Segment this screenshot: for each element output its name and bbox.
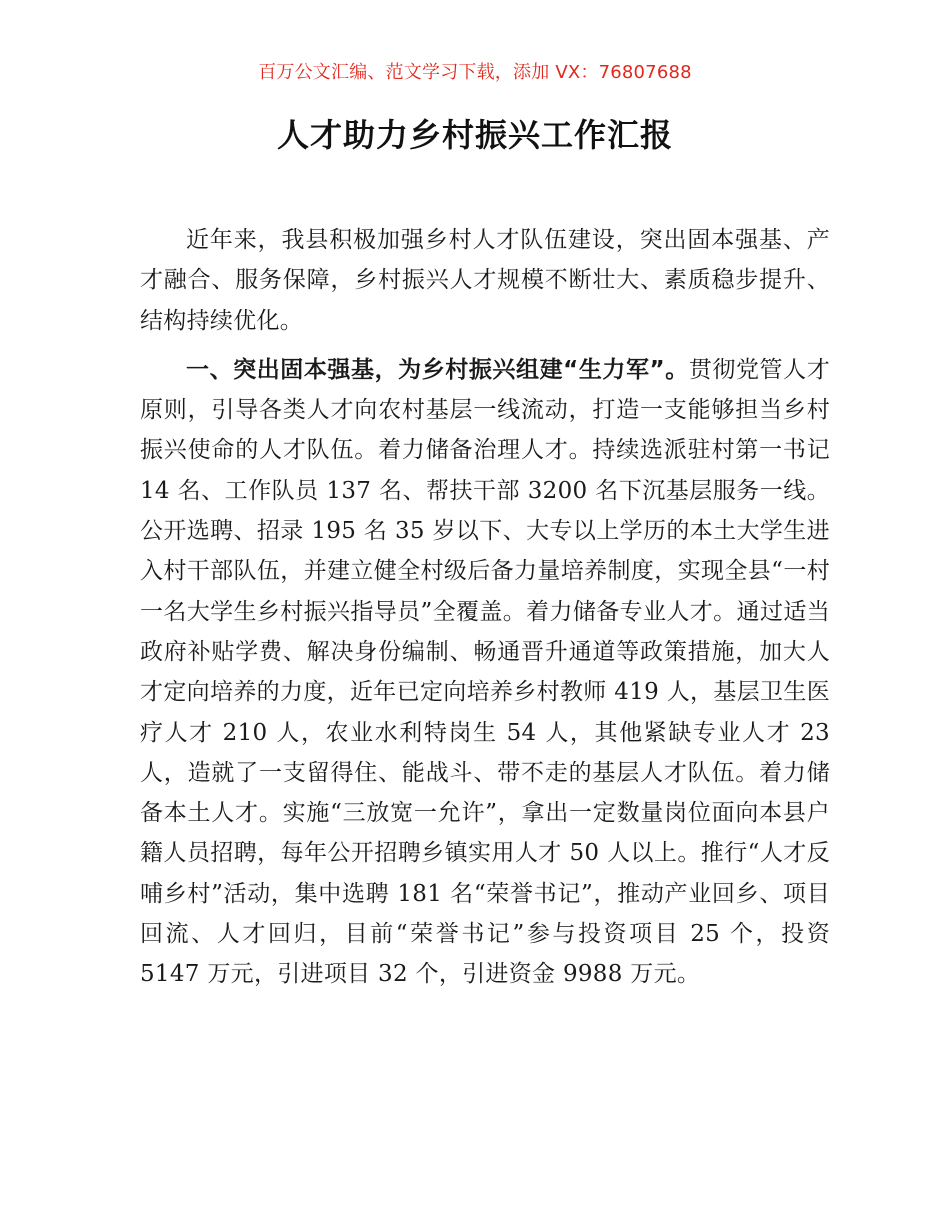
paragraph-text: 近年来，我县积极加强乡村人才队伍建设，突出固本强基、产才融合、服务保障，乡村振兴人才规模不断壮大、素质稳步提升、结构持续优化。: [140, 227, 830, 334]
document-title: 人才助力乡村振兴工作汇报: [276, 116, 673, 154]
paragraph-text: 贯彻党管人才原则，引导各类人才向农村基层一线流动，打造一支能够担当乡村振兴使命的人才队伍。着力储备治理人才。持续选派驻村第一书记 14 名、工作队员 137 名、帮扶干部 3200 名下沉基层服务一线。公开选聘、招录 195 名 35 岁以下、大专以上学历的本土大学生进入村干部队伍，并建立健全村级后备力量培养制度，实现全县“一村一名大学生乡村振兴指导员”全覆盖。着力储备专业人才。通过适当政府补贴学费、解决身份编制、畅通晋升通道等政策措施，加大人才定向培养的力度，近年已定向培养乡村教师 419 人，基层卫生医疗人才 210 人，农业水利特岗生 54 人，其他紧缺专业人才 23 人，造就了一支留得住、能战斗、带不走的基层人才队伍。着力储备本土人才。实施“三放宽一允许”，拿出一定数量岗位面向本县户籍人员招聘，每年公开招聘乡镇实用人才 50 人以上。推行“人才反哺乡村”活动，集中选聘 181 名“荣誉书记”，推动产业回乡、项目回流、人才回归，目前“荣誉书记”参与投资项目 25 个，投资 5147 万元，引进项目 32 个，引进资金 9988 万元。: [140, 356, 830, 988]
section-heading: 一、突出固本强基，为乡村振兴组建“生力军”。: [186, 356, 689, 383]
paragraph-section-1: [140, 350, 830, 995]
document-body: [140, 220, 830, 995]
paragraph-intro: [140, 220, 830, 341]
header-note: 百万公文汇编、范文学习下载，添加 VX：76807688: [258, 62, 692, 83]
